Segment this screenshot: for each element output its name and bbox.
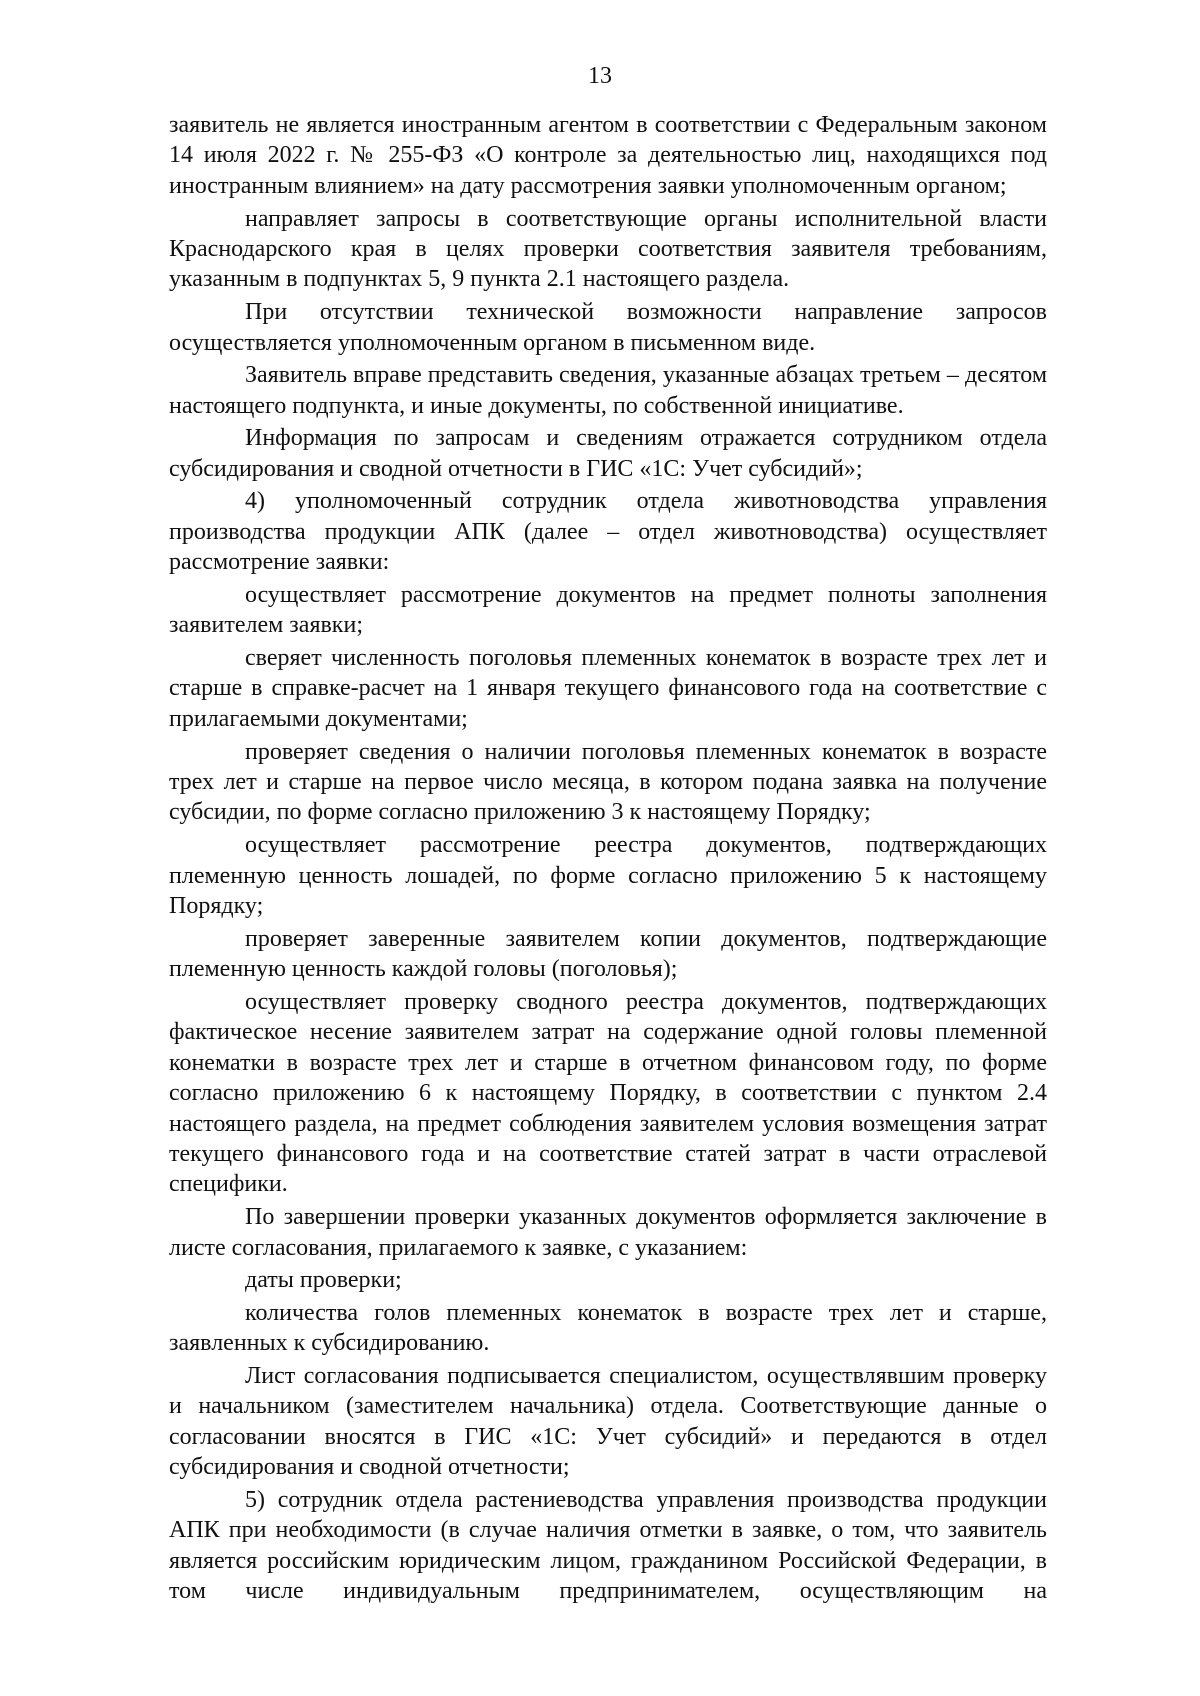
paragraph: осуществляет рассмотрение реестра документов, подтверждающих племенную ценность лошадей, по форме согласно приложению 5 к настоящему Порядку; <box>169 832 1047 920</box>
paragraph: даты проверки; <box>245 1267 402 1294</box>
paragraph: заявитель не является иностранным агентом в соответствии с Федеральным законом 14 июля 2022 г. № 255-ФЗ «О контроле за деятельностью лиц, находящихся под иностранным влиянием» на дату рассмотрения заявки уполномоченным органом; <box>169 112 1047 199</box>
paragraph: Заявитель вправе представить сведения, указанные абзацах третьем – десятом настоящего подпункта, и иные документы, по собственной инициативе. <box>169 362 1047 419</box>
paragraph: 5) сотрудник отдела растениеводства управления производства продукции АПК при необходимости (в случае наличия отметки в заявке, о том, что заявитель является российским юридическим лицом, гражданином Российской Федерации, в том числе индивидуальным предпринимателем, осуществляющим на <box>169 1486 1047 1605</box>
paragraph: направляет запросы в соответствующие органы исполнительной власти Краснодарского края в целях проверки соответствия заявителя требованиям, указанным в подпунктах 5, 9 пункта 2.1 настоящего раздела. <box>169 205 1047 293</box>
paragraph: сверяет численность поголовья племенных конематок в возрасте трех лет и старше в справке-расчет на 1 января текущего финансового года на соответствие с прилагаемыми документами; <box>169 645 1047 732</box>
paragraph: Лист согласования подписывается специалистом, осуществлявшим проверку и начальником (заместителем начальника) отдела. Соответствующие данные о согласовании вносятся в ГИС «1С: Учет субсидий» и передаются в отдел субсидирования и сводной отчетности; <box>169 1362 1047 1481</box>
paragraph: Информация по запросам и сведениям отражается сотрудником отдела субсидирования и сводной отчетности в ГИС «1С: Учет субсидий»; <box>169 425 1047 482</box>
paragraph: По завершении проверки указанных документов оформляется заключение в листе согласования, прилагаемого к заявке, с указанием: <box>169 1204 1047 1261</box>
paragraph: осуществляет рассмотрение документов на предмет полноты заполнения заявителем заявки; <box>169 581 1047 639</box>
paragraph: проверяет заверенные заявителем копии документов, подтверждающие племенную ценность каждой головы (поголовья); <box>169 925 1047 983</box>
paragraph: При отсутствии технической возможности направление запросов осуществляется уполномоченным органом в письменном виде. <box>169 299 1047 356</box>
paragraph: осуществляет проверку сводного реестра документов, подтверждающих фактическое несение заявителем затрат на содержание одной головы племенной конематки в возрасте трех лет и старше в отчетном финансовом году, по форме согласно приложению 6 к настоящему Порядку, в соответствии с пунктом 2.4 настоящего раздела, на предмет соблюдения заявителем условия возмещения затрат текущего финансового года и на соответствие статей затрат в части отраслевой специфики. <box>169 988 1047 1198</box>
paragraph: проверяет сведения о наличии поголовья племенных конематок в возрасте трех лет и старше на первое число месяца, в котором подана заявка на получение субсидии, по форме согласно приложению 3 к настоящему Порядку; <box>169 738 1047 826</box>
page-number: 13 <box>588 63 612 89</box>
paragraph: количества голов племенных конематок в возрасте трех лет и старше, заявленных к субсидированию. <box>169 1299 1047 1357</box>
document-body <box>169 110 1047 1609</box>
paragraph: 4) уполномоченный сотрудник отдела животноводства управления производства продукции АПК (далее – отдел животноводства) осуществляет рассмотрение заявки: <box>169 488 1047 576</box>
